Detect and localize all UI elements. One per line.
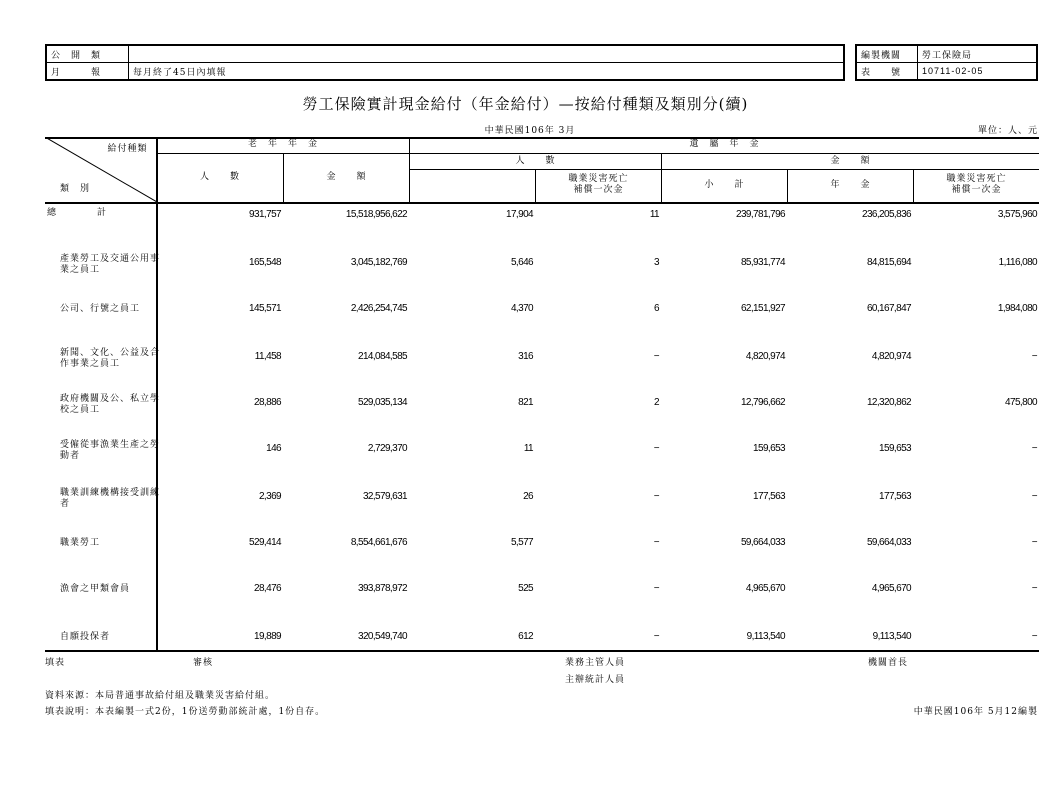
footer-stats-officer: 主辦統計人員 bbox=[565, 675, 626, 685]
row-label: 公司、行號之員工 bbox=[60, 304, 141, 314]
table-cell: − bbox=[653, 443, 659, 454]
table-cell: 60,167,847 bbox=[866, 303, 911, 314]
footer-date: 中華民國106年 5月12編製 bbox=[913, 707, 1038, 717]
compiling-agency-label: 編製機關 bbox=[856, 45, 918, 63]
table-cell: 159,653 bbox=[879, 443, 911, 454]
footer-fill: 填表 bbox=[45, 658, 66, 668]
table-cell: 159,653 bbox=[753, 443, 785, 454]
table-cell: 4,820,974 bbox=[745, 351, 785, 362]
table-cell: 165,548 bbox=[249, 257, 281, 268]
table-cell: 2 bbox=[654, 397, 659, 408]
table-cell: − bbox=[653, 537, 659, 548]
col-survivor-subtotal: 小 計 bbox=[704, 180, 745, 190]
row-label: 受僱從事漁業生產之勞動者 bbox=[60, 440, 161, 461]
table-cell: 239,781,796 bbox=[735, 209, 785, 220]
table-cell: − bbox=[1031, 631, 1037, 642]
table-cell: 9,113,540 bbox=[872, 631, 911, 642]
table-cell: − bbox=[1031, 583, 1037, 594]
row-label: 政府機關及公、私立學校之員工 bbox=[60, 394, 161, 415]
footer-supervisor: 業務主管人員 bbox=[565, 658, 626, 668]
col-old-age-persons: 人 數 bbox=[199, 172, 240, 182]
table-cell: 177,563 bbox=[879, 491, 911, 502]
corner-top-label: 給付種類 bbox=[107, 144, 148, 154]
group-old-age-annuity: 老 年 年 金 bbox=[247, 139, 318, 149]
table-cell: 5,646 bbox=[510, 257, 533, 268]
table-cell: 214,084,585 bbox=[357, 351, 407, 362]
table-cell: 2,426,254,745 bbox=[350, 303, 407, 314]
table-cell: 2,729,370 bbox=[367, 443, 407, 454]
table-cell: − bbox=[1031, 491, 1037, 502]
table-cell: 146 bbox=[266, 443, 281, 454]
table-cell: 236,205,836 bbox=[861, 209, 911, 220]
table-cell: 529,035,134 bbox=[357, 397, 407, 408]
compiling-agency-value: 勞工保險局 bbox=[918, 45, 1038, 63]
table-cell: 821 bbox=[518, 397, 533, 408]
unit-label: 單位：人、元 bbox=[977, 126, 1038, 136]
footer-note: 填表說明：本表編製一式2份，1份送勞動部統計處，1份自存。 bbox=[45, 707, 326, 717]
row-label: 職業勞工 bbox=[60, 538, 101, 548]
table-cell: − bbox=[653, 631, 659, 642]
table-cell: 145,571 bbox=[249, 303, 281, 314]
table-cell: 4,965,670 bbox=[871, 583, 911, 594]
table-cell: 529,414 bbox=[249, 537, 281, 548]
report-deadline: 每月終了45日內填報 bbox=[129, 63, 845, 81]
footer-review: 審核 bbox=[193, 658, 214, 668]
table-cell: 6 bbox=[654, 303, 659, 314]
table-cell: 4,820,974 bbox=[871, 351, 911, 362]
col-survivor-lumpsum-amount: 職業災害死亡 補償一次金 bbox=[946, 174, 1007, 195]
table-cell: − bbox=[1031, 537, 1037, 548]
footer-agency-head: 機關首長 bbox=[868, 658, 909, 668]
table-cell: − bbox=[653, 491, 659, 502]
table-cell: 15,518,956,622 bbox=[345, 209, 407, 220]
table-cell: 320,549,740 bbox=[357, 631, 407, 642]
table-cell: 12,320,862 bbox=[866, 397, 911, 408]
row-label: 產業勞工及交通公用事業之員工 bbox=[60, 254, 161, 275]
table-cell: 2,369 bbox=[258, 491, 281, 502]
table-cell: − bbox=[653, 583, 659, 594]
table-cell: 17,904 bbox=[506, 209, 533, 220]
table-cell: − bbox=[1031, 443, 1037, 454]
table-cell: 11,458 bbox=[254, 351, 281, 362]
row-label: 自願投保者 bbox=[60, 632, 111, 642]
corner-bottom-label: 類 別 bbox=[59, 184, 90, 194]
table-cell: 4,965,670 bbox=[745, 583, 785, 594]
public-category-label: 公 開 類 bbox=[46, 45, 129, 63]
table-cell: 1,116,080 bbox=[998, 257, 1037, 268]
report-title: 勞工保險實計現金給付（年金給付）—按給付種類及類別分(續) bbox=[302, 95, 749, 113]
table-cell: 11 bbox=[649, 209, 659, 220]
table-cell: 9,113,540 bbox=[746, 631, 785, 642]
header-bottom-border bbox=[45, 202, 1039, 204]
col-survivor-lumpsum-persons: 職業災害死亡 補償一次金 bbox=[568, 174, 629, 195]
header-line-2 bbox=[410, 169, 1039, 170]
sub-header-persons: 人 數 bbox=[515, 156, 556, 166]
table-cell: 1,984,080 bbox=[997, 303, 1037, 314]
table-cell: 19,889 bbox=[254, 631, 281, 642]
header-line-1 bbox=[157, 153, 1039, 154]
group-survivor-annuity: 遺 屬 年 金 bbox=[689, 139, 760, 149]
col-old-age-amount: 金 額 bbox=[326, 172, 367, 182]
table-cell: 12,796,662 bbox=[740, 397, 785, 408]
table-cell: 3 bbox=[654, 257, 659, 268]
report-frequency-label: 月 報 bbox=[46, 63, 129, 81]
table-cell: 8,554,661,676 bbox=[350, 537, 407, 548]
row-label: 漁會之甲類會員 bbox=[60, 584, 131, 594]
table-cell: 59,664,033 bbox=[866, 537, 911, 548]
report-period: 中華民國106年 3月 bbox=[484, 126, 576, 136]
table-cell: 28,476 bbox=[254, 583, 281, 594]
table-cell: 62,151,927 bbox=[740, 303, 785, 314]
table-cell: 475,800 bbox=[1005, 397, 1037, 408]
table-cell: 177,563 bbox=[753, 491, 785, 502]
col-survivor-annuity-amount: 年 金 bbox=[830, 180, 871, 190]
footer-source: 資料來源：本局普通事故給付組及職業災害給付組。 bbox=[45, 691, 276, 701]
header-right-box bbox=[855, 44, 1038, 81]
sub-header-amount: 金 額 bbox=[830, 156, 871, 166]
table-cell: 4,370 bbox=[510, 303, 533, 314]
table-number-value: 10711-02-05 bbox=[918, 63, 1038, 81]
table-cell: 5,577 bbox=[510, 537, 533, 548]
row-label: 職業訓練機構接受訓練者 bbox=[60, 488, 161, 509]
table-cell: 3,575,960 bbox=[997, 209, 1037, 220]
table-cell: 931,757 bbox=[249, 209, 281, 220]
table-cell: − bbox=[1031, 351, 1037, 362]
table-cell: 32,579,631 bbox=[362, 491, 407, 502]
table-cell: 28,886 bbox=[254, 397, 281, 408]
table-cell: 26 bbox=[523, 491, 533, 502]
table-cell: 3,045,182,769 bbox=[350, 257, 407, 268]
table-cell: 84,815,694 bbox=[866, 257, 911, 268]
row-label: 總 計 bbox=[47, 208, 108, 218]
table-cell: 612 bbox=[518, 631, 533, 642]
table-cell: 11 bbox=[523, 443, 533, 454]
header-left-box bbox=[45, 44, 845, 81]
table-cell: 525 bbox=[518, 583, 533, 594]
public-category-value bbox=[129, 45, 845, 63]
row-label: 新聞、文化、公益及合作事業之員工 bbox=[60, 348, 161, 369]
table-cell: − bbox=[653, 351, 659, 362]
table-bottom-border bbox=[45, 650, 1039, 652]
table-cell: 59,664,033 bbox=[740, 537, 785, 548]
table-cell: 85,931,774 bbox=[740, 257, 785, 268]
table-number-label: 表 號 bbox=[856, 63, 918, 81]
table-cell: 316 bbox=[518, 351, 533, 362]
table-cell: 393,878,972 bbox=[357, 583, 407, 594]
